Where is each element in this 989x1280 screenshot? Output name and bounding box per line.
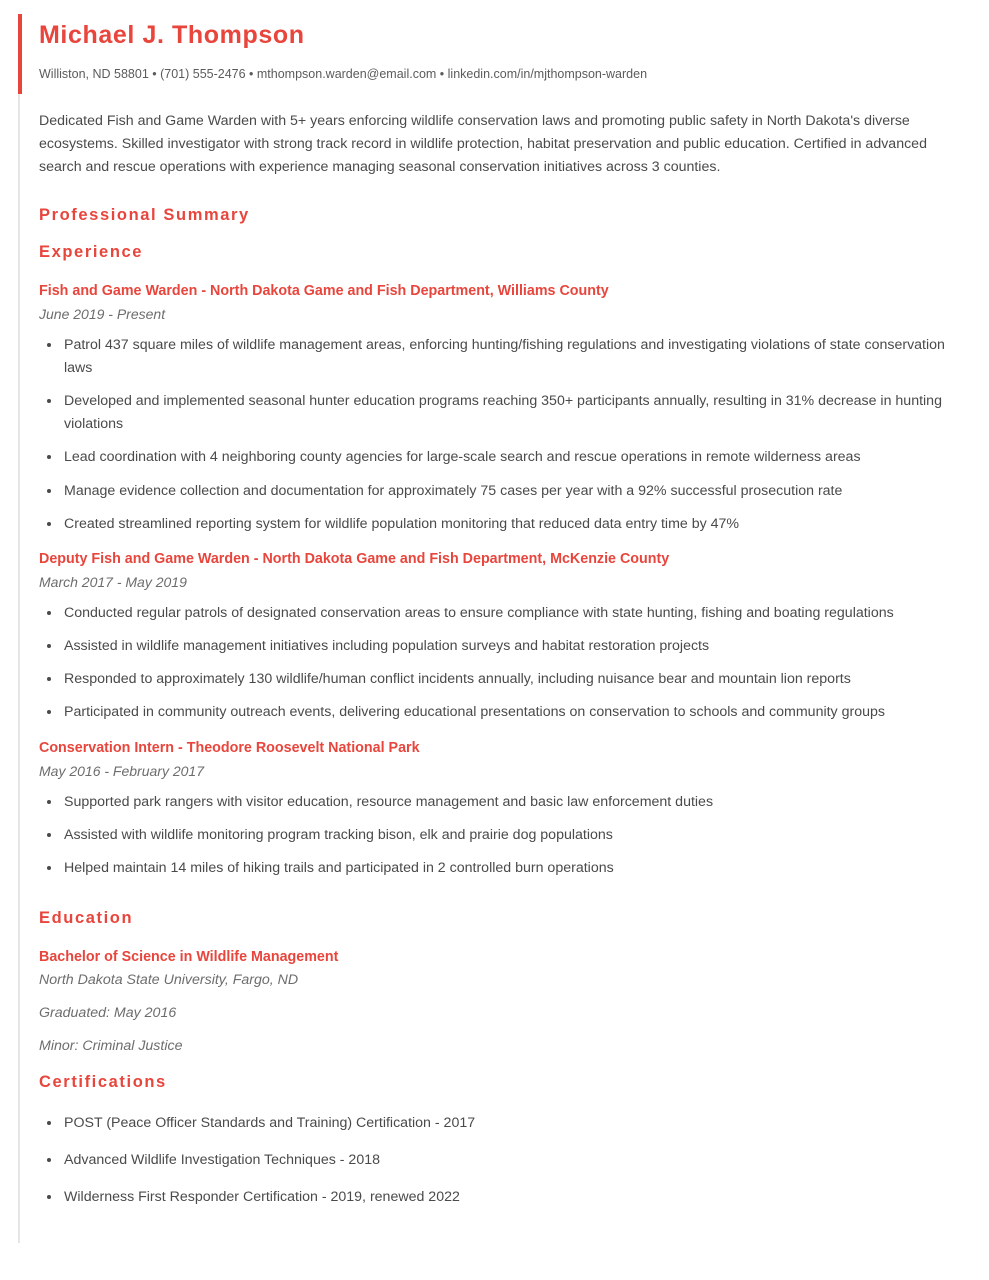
job-title: Deputy Fish and Game Warden - North Dakota Game and Fish Department, McKenzie County [39,550,670,567]
job-dates: May 2016 - February 2017 [39,762,204,779]
list-item: Assisted in wildlife management initiatives including population surveys and habitat restoration projects [39,635,971,658]
list-item: Patrol 437 square miles of wildlife management areas, enforcing hunting/fishing regulations and investigating violations of state conservation laws [39,334,971,380]
list-item: Assisted with wildlife monitoring program tracking bison, elk and prairie dog populations [39,824,971,847]
section-education [18,898,971,1062]
education-school: North Dakota State University, Fargo, ND [39,971,299,988]
list-item: Advanced Wildlife Investigation Techniques - 2018 [39,1149,971,1172]
list-item: Conducted regular patrols of designated conservation areas to ensure compliance with state hunting, fishing and boating regulations [39,602,971,625]
education-degree: Bachelor of Science in Wildlife Management [39,948,339,965]
list-item: Developed and implemented seasonal hunter education programs reaching 350+ participants annually, resulting in 31% decrease in hunting violations [39,390,971,436]
contact-line: Williston, ND 58801 • (701) 555-2476 • mthompson.warden@email.com • linkedin.com/in/mjthompson-warden [39,66,648,81]
education-entry [39,948,971,1057]
job-title: Conservation Intern - Theodore Roosevelt National Park [39,739,420,756]
section-title-experience: Experience [39,243,144,262]
experience-entry [39,739,971,881]
job-bullet-list [39,602,971,725]
list-item: Participated in community outreach events, delivering educational presentations on conservation to schools and community groups [39,701,971,724]
job-dates: March 2017 - May 2019 [39,574,187,591]
section-certifications [18,1062,971,1243]
summary-text: Dedicated Fish and Game Warden with 5+ years enforcing wildlife conservation laws and promoting public safety in North Dakota's diverse ecosystems. Skilled investigator with strong track record in wildlife protection, habitat preservation and public education. Certified in advanced search and rescue operations with experience managing seasonal conservation initiatives across 3 counties. [39,112,927,175]
list-item: Manage evidence collection and documentation for approximately 75 cases per year with a 92% successful prosecution rate [39,480,971,503]
job-bullet-list [39,791,971,880]
list-item: Wilderness First Responder Certification - 2019, renewed 2022 [39,1186,971,1209]
job-bullet-list [39,334,971,536]
list-item: Supported park rangers with visitor education, resource management and basic law enforcement duties [39,791,971,814]
summary-paragraph-block [18,94,971,191]
experience-entry [39,550,971,725]
job-title: Fish and Game Warden - North Dakota Game and Fish Department, Williams County [39,282,609,299]
experience-entry [39,282,971,536]
list-item: Created streamlined reporting system for wildlife population monitoring that reduced data entry time by 47% [39,513,971,536]
list-item: Responded to approximately 130 wildlife/human conflict incidents annually, including nuisance bear and mountain lion reports [39,668,971,691]
resume-header [18,14,971,94]
job-dates: June 2019 - Present [39,305,166,322]
section-title-certifications: Certifications [39,1073,167,1092]
list-item: POST (Peace Officer Standards and Training) Certification - 2017 [39,1112,971,1135]
section-professional-summary [18,191,971,232]
education-graduated: Graduated: May 2016 [39,1005,177,1022]
section-title-education: Education [39,909,134,928]
section-experience [18,232,971,898]
certifications-list [39,1112,971,1209]
education-minor: Minor: Criminal Justice [39,1038,183,1055]
list-item: Helped maintain 14 miles of hiking trails and participated in 2 controlled burn operations [39,857,971,880]
candidate-name: Michael J. Thompson [39,21,305,49]
section-title-professional-summary: Professional Summary [39,205,250,224]
list-item: Lead coordination with 4 neighboring county agencies for large-scale search and rescue operations in remote wilderness areas [39,446,971,469]
